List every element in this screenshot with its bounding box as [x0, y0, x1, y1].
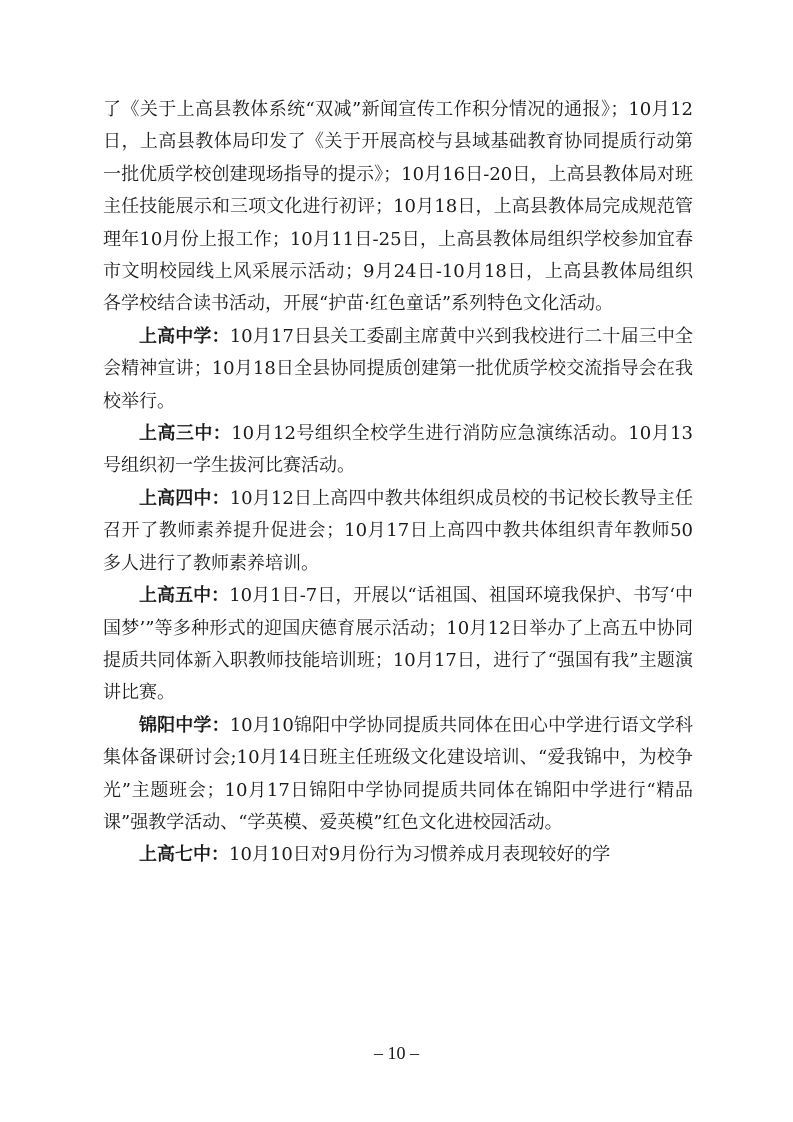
paragraph-text: 10月17日县关工委副主席黄中兴到我校进行二十届三中全会精神宣讲；10月18日全县协同提质创建第一批优质学校交流指导会在我校举行。	[103, 325, 694, 412]
paragraph-jinyang-middle-school	[103, 710, 693, 840]
school-label: 上高四中：	[139, 487, 230, 509]
paragraph-text: 10月10锦阳中学协同提质共同体在田心中学进行语文学科集体备课研讨会;10月14日班主任班级文化建设培训、“爱我锦中，为校争光”主题班会；10月17日锦阳中学协同提质共同体在锦阳中学进行“精品课”强教学活动、“学英模、爱英模”红色文化进校园活动。	[103, 714, 694, 833]
paragraph-text: 10月12号组织全校学生进行消防应急演练活动。10月13号组织初一学生拔河比赛活动。	[103, 423, 693, 477]
paragraph-county-bureau	[103, 94, 693, 321]
paragraph-shanggao-no5	[103, 580, 693, 710]
paragraph-shanggao-middle-school	[103, 321, 693, 418]
school-label: 上高中学：	[139, 325, 230, 347]
school-label: 锦阳中学：	[139, 714, 230, 736]
paragraph-text: 了《关于上高县教体系统“双减”新闻宣传工作积分情况的通报》；10月12日，上高县教体局印发了《关于开展高校与县域基础教育协同提质行动第一批优质学校创建现场指导的提示》；10月16日-20日，上高县教体局对班主任技能展示和三项文化进行初评；10月18日，上高县教体局完成规范管理年10月份上报工作；10月11日-25日，上高县教体局组织学校参加宜春市文明校园线上风采展示活动；9月24日-10月18日，上高县教体局组织各学校结合读书活动，开展“护苗·红色童话”系列特色文化活动。	[103, 99, 693, 315]
paragraph-text: 10月1日-7日，开展以“话祖国、祖国环境我保护、书写‘中国梦’”等多种形式的迎国庆德育展示活动；10月12日举办了上高五中协同提质共同体新入职教师技能培训班；10月17日，进行了“强国有我”主题演讲比赛。	[103, 585, 694, 704]
paragraph-text: 10月10日对9月份行为习惯养成月表现较好的学	[229, 844, 611, 866]
document-body	[103, 94, 693, 872]
school-label: 上高三中：	[139, 423, 232, 445]
paragraph-shanggao-no7	[103, 839, 693, 871]
paragraph-shanggao-no3	[103, 418, 693, 483]
school-label: 上高七中：	[139, 844, 229, 866]
page-number: – 10 –	[374, 1043, 419, 1063]
school-label: 上高五中：	[139, 585, 230, 607]
paragraph-shanggao-no4	[103, 483, 693, 580]
paragraph-text: 10月12日上高四中教共体组织成员校的书记校长教导主任召开了教师素养提升促进会；10月17日上高四中教共体组织青年教师50多人进行了教师素养培训。	[103, 487, 694, 574]
